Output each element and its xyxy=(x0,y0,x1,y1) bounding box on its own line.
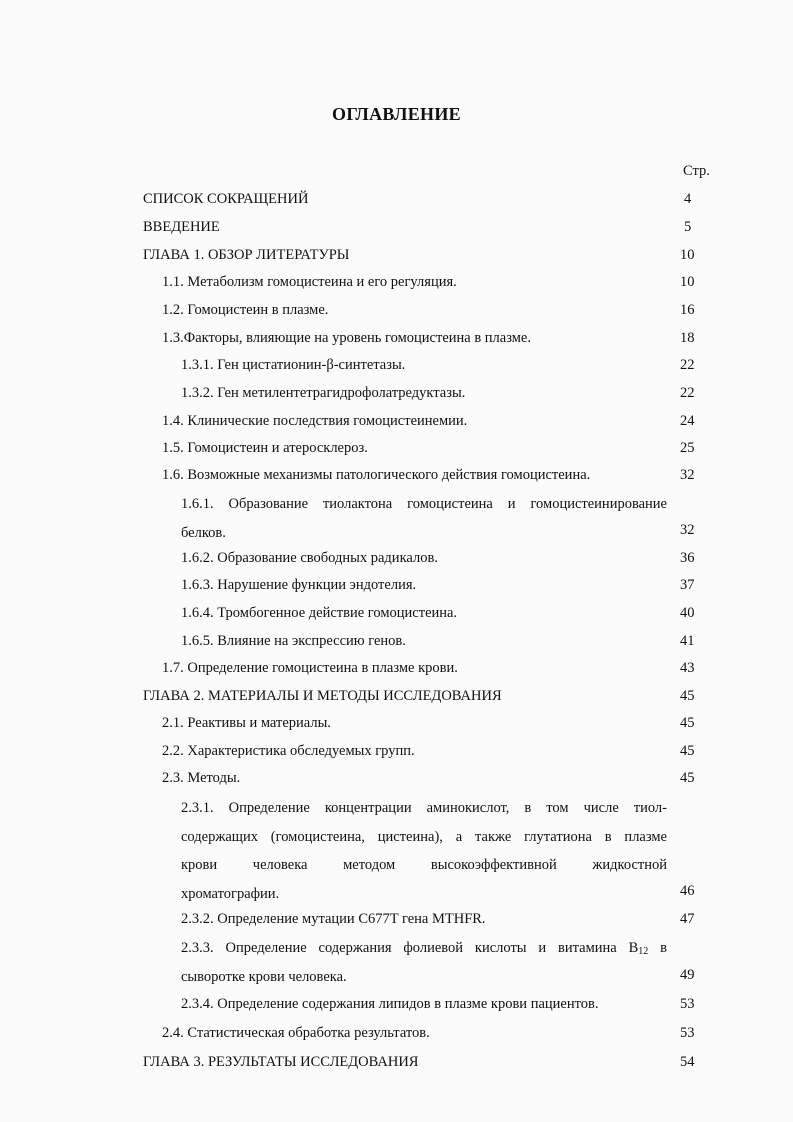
toc-entry-text: ГЛАВА 2. МАТЕРИАЛЫ И МЕТОДЫ ИССЛЕДОВАНИЯ xyxy=(143,688,502,704)
toc-entry xyxy=(0,382,793,404)
toc-entry-page: 53 xyxy=(680,1025,695,1041)
toc-entry-text: 1.4. Клинические последствия гомоцистеинемии. xyxy=(162,413,468,429)
toc-entry xyxy=(0,216,793,238)
pages-column-header: Стр. xyxy=(683,163,710,179)
toc-entry-page: 54 xyxy=(680,1054,695,1070)
toc-entry-line: 1.6.1. Образование тиолактона гомоцистеина и гомоцистеинирование xyxy=(181,496,667,512)
toc-entry-line: 2.3.1. Определение концентрации аминокислот, в том числе тиол- xyxy=(181,800,667,816)
toc-entry xyxy=(0,657,793,679)
toc-entry-page: 47 xyxy=(680,911,695,927)
toc-entry-text: 2.3. Методы. xyxy=(162,770,241,786)
toc-entry-page-row xyxy=(0,519,793,541)
toc-entry-line xyxy=(181,934,667,963)
toc-entry-line: крови человека методом высокоэффективной жидкостной xyxy=(181,857,667,873)
toc-entry xyxy=(0,188,793,210)
toc-entry-text: ГЛАВА 1. ОБЗОР ЛИТЕРАТУРЫ xyxy=(143,247,350,263)
toc-entry-text: 2.3.2. Определение мутации C677T гена MTHFR. xyxy=(181,911,486,927)
toc-entry-text: СПИСОК СОКРАЩЕНИЙ xyxy=(143,191,309,207)
toc-entry-page: 43 xyxy=(680,660,695,676)
toc-entry xyxy=(0,547,793,569)
toc-entry-page: 45 xyxy=(680,715,695,731)
toc-entry-text: ГЛАВА 3. РЕЗУЛЬТАТЫ ИССЛЕДОВАНИЯ xyxy=(143,1054,419,1070)
toc-entry xyxy=(0,685,793,707)
toc-entry xyxy=(0,908,793,930)
toc-entry-page: 32 xyxy=(680,467,695,483)
toc-entry-text: 2.3.4. Определение содержания липидов в плазме крови пациентов. xyxy=(181,996,599,1012)
toc-entry xyxy=(0,1022,793,1044)
toc-entry-page: 36 xyxy=(680,550,695,566)
toc-entry-page: 22 xyxy=(680,385,695,401)
toc-entry-text: 1.3.Факторы, влияющие на уровень гомоцистеина в плазме. xyxy=(162,330,531,346)
toc-entry xyxy=(0,437,793,459)
toc-entry-line: хроматографии. xyxy=(181,885,280,902)
toc-entry-page: 37 xyxy=(680,577,695,593)
toc-entry xyxy=(0,244,793,266)
toc-entry-page-row xyxy=(0,964,793,986)
toc-entry xyxy=(0,740,793,762)
toc-entry-page: 22 xyxy=(680,357,695,373)
toc-entry-page: 53 xyxy=(680,996,695,1012)
toc-entry-line-tail: в xyxy=(648,940,667,956)
toc-entry-page: 45 xyxy=(680,688,695,704)
toc-entry-page: 41 xyxy=(680,633,695,649)
toc-entry-page-row xyxy=(0,880,793,902)
toc-entry xyxy=(0,1051,793,1073)
toc-entry-page: 46 xyxy=(680,883,695,899)
toc-entry xyxy=(0,767,793,789)
toc-entry-text: 1.5. Гомоцистеин и атеросклероз. xyxy=(162,440,368,456)
page-title: ОГЛАВЛЕНИЕ xyxy=(332,104,461,124)
toc-entry-text: 1.3.2. Ген метилентетрагидрофолатредуктазы. xyxy=(181,385,466,401)
toc-entry xyxy=(0,271,793,293)
toc-entry-page: 32 xyxy=(680,522,695,538)
toc-entry xyxy=(0,630,793,652)
toc-entry-line: сыворотке крови человека. xyxy=(181,968,347,985)
toc-entry-page: 5 xyxy=(684,219,692,235)
toc-entry xyxy=(0,993,793,1015)
toc-entry xyxy=(0,327,793,349)
toc-entry-text: 1.6.3. Нарушение функции эндотелия. xyxy=(181,577,417,593)
toc-entry-page: 25 xyxy=(680,440,695,456)
toc-entry-text: 1.7. Определение гомоцистеина в плазме крови. xyxy=(162,660,458,676)
toc-entry-page: 40 xyxy=(680,605,695,621)
toc-entry-page: 10 xyxy=(680,274,695,290)
toc-entry-page: 49 xyxy=(680,967,695,983)
toc-entry xyxy=(0,464,793,486)
toc-entry xyxy=(0,602,793,624)
toc-entry-text: 1.3.1. Ген цистатионин-β-синтетазы. xyxy=(181,357,406,373)
toc-entry-text: 1.1. Метаболизм гомоцистеина и его регуляция. xyxy=(162,274,457,290)
toc-entry-page: 45 xyxy=(680,770,695,786)
vitamin-subscript: 12 xyxy=(638,946,649,957)
toc-entry-text: 2.4. Статистическая обработка результатов. xyxy=(162,1025,430,1041)
toc-entry xyxy=(0,354,793,376)
toc-entry xyxy=(0,574,793,596)
toc-entry-text: 1.6.4. Тромбогенное действие гомоцистеина. xyxy=(181,605,458,621)
toc-entry-page: 24 xyxy=(680,413,695,429)
toc-entry-text: 1.6. Возможные механизмы патологического действия гомоцистеина. xyxy=(162,467,591,483)
toc-entry xyxy=(0,410,793,432)
toc-entry-text: 1.2. Гомоцистеин в плазме. xyxy=(162,302,329,318)
toc-entry-line-text: 2.3.3. Определение содержания фолиевой кислоты и витамина B xyxy=(181,940,639,956)
toc-entry-text: 2.1. Реактивы и материалы. xyxy=(162,715,331,731)
toc-entry-page: 45 xyxy=(680,743,695,759)
toc-entry-line: белков. xyxy=(181,524,226,541)
toc-entry-page: 16 xyxy=(680,302,695,318)
toc-entry-text: 1.6.2. Образование свободных радикалов. xyxy=(181,550,438,566)
toc-entry-line: содержащих (гомоцистеина, цистеина), а также глутатиона в плазме xyxy=(181,828,667,845)
toc-entry xyxy=(0,712,793,734)
toc-entry-text: 1.6.5. Влияние на экспрессию генов. xyxy=(181,633,406,649)
toc-entry xyxy=(0,299,793,321)
toc-entry-page: 10 xyxy=(680,247,695,263)
toc-entry-text: ВВЕДЕНИЕ xyxy=(143,219,220,235)
toc-entry-text: 2.2. Характеристика обследуемых групп. xyxy=(162,743,415,759)
toc-entry-page: 4 xyxy=(684,191,692,207)
toc-entry-page: 18 xyxy=(680,330,695,346)
